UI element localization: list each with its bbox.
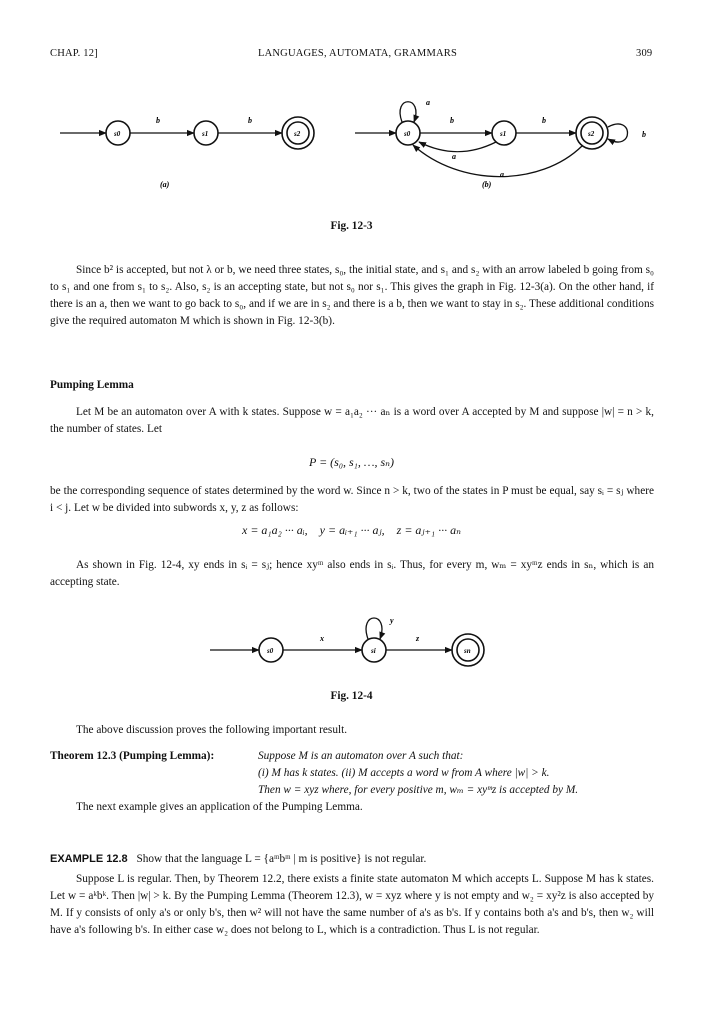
edge-label: b [156, 116, 160, 125]
paragraph-example-intro: The next example gives an application of the Pumping Lemma. [76, 801, 363, 813]
theorem-heading: Theorem 12.3 (Pumping Lemma): [50, 750, 215, 762]
state-label: sn [464, 647, 471, 655]
automaton-b [355, 98, 646, 189]
paragraph-fig-12-4-explanation: As shown in Fig. 12-4, xy ends in sᵢ = sⱼ; hence xyᵐ also ends in sᵢ. Thus, for every m, wₘ = xyᵐz ends in sₙ, which is an accepting state. [50, 559, 654, 588]
figure-12-4-diagram [200, 605, 520, 685]
example-statement: Show that the language L = {aᵐbᵐ | m is positive} is not regular. [136, 853, 427, 865]
running-header-chapter: CHAP. 12] [50, 48, 98, 59]
paragraph-state-sequence: be the corresponding sequence of states determined by the word w. Since n > k, two of the states in P must be equal, say sᵢ = sⱼ where i < j. Let w be divided into subwords x, y, z as follows: [50, 485, 654, 514]
equation-subwords: x = a₁a₂ ··· aᵢ, y = aᵢ₊₁ ··· aⱼ, z = aⱼ₊₁ ··· aₙ [242, 523, 461, 537]
figure-12-4-caption: Fig. 12-4 [330, 690, 373, 702]
self-loop-s0 [400, 102, 416, 122]
state-label: s2 [588, 130, 595, 138]
state-label: s0 [404, 130, 411, 138]
state-label: s0 [114, 130, 121, 138]
figure-12-3-diagram [40, 85, 680, 200]
theorem-line-1: Suppose M is an automaton over A such that: [258, 750, 464, 762]
automaton-a [60, 116, 314, 189]
state-label: si [371, 647, 376, 655]
paragraph-fig-12-3-explanation: Since b² is accepted, but not λ or b, we need three states, s₀, the initial state, and s₁ and s₂ with an arrow labeled b going from s₀ to s₁ and one from s₁ to s₂. Also, s₂ is an accepting state, but not s₀ nor s₁. This gives the graph in Fig. 12-3(a). On the other hand, if there is an a, then we want to go back to s₀, and if we are in s₂ and there is a b, then we want to stay in s₂. These additional conditions give the required automaton M which is shown in Fig. 12-3(b). [50, 264, 654, 327]
theorem-line-3: Then w = xyz where, for every positive m, wₘ = xyᵐz is accepted by M. [258, 784, 579, 796]
page-number: 309 [636, 48, 653, 59]
section-heading-pumping-lemma: Pumping Lemma [50, 379, 134, 391]
example-12-8-proof: Suppose L is regular. Then, by Theorem 12.2, there exists a finite state automaton M which accepts L. Suppose M has k states. Let w = aᵏbᵏ. Then |w| > k. By the Pumping Lemma (Theorem 12.3), w = xyz where y is not empty and w₂ = xy²z is also accepted by M. If y consists of only a's or only b's, then w² will not have the same number of a's as b's. If y contains both a's and b's, then w₂ will have a's following b's. In either case w₂ does not belong to L, which is a contradiction. Thus L is not regular. [50, 873, 654, 936]
sub-figure-label-a: (a) [160, 180, 170, 189]
edge-label: y [390, 616, 394, 625]
edge [419, 142, 496, 152]
self-loop-s2 [608, 124, 628, 142]
edge-label: a [452, 152, 456, 161]
state-label: s1 [202, 130, 209, 138]
edge-label: z [416, 634, 420, 643]
sub-figure-label-b: (b) [482, 180, 492, 189]
example-heading: EXAMPLE 12.8 [50, 853, 128, 865]
edge-label: b [450, 116, 454, 125]
example-12-8-statement-line [50, 853, 426, 865]
state-label: s1 [500, 130, 507, 138]
edge-label: b [248, 116, 252, 125]
theorem-line-2: (i) M has k states. (ii) M accepts a word w from A where |w| > k. [258, 767, 550, 779]
figure-12-3-caption: Fig. 12-3 [330, 220, 373, 232]
edge-label: a [500, 170, 504, 179]
state-label: s2 [294, 130, 301, 138]
paragraph-pumping-setup: Let M be an automaton over A with k states. Suppose w = a₁a₂ ··· aₙ is a word over A accepted by M and suppose |w| = n > k, the number of states. Let [50, 406, 654, 435]
edge-label: x [320, 634, 324, 643]
equation-state-sequence: P = (s₀, s₁, …, sₙ) [308, 455, 395, 469]
edge-label: b [642, 130, 646, 139]
state-label: s0 [267, 647, 274, 655]
paragraph-result-intro: The above discussion proves the following important result. [76, 724, 348, 736]
self-loop-si [366, 618, 382, 639]
edge-label: a [426, 98, 430, 107]
edge-label: b [542, 116, 546, 125]
running-header-title: LANGUAGES, AUTOMATA, GRAMMARS [258, 48, 458, 59]
